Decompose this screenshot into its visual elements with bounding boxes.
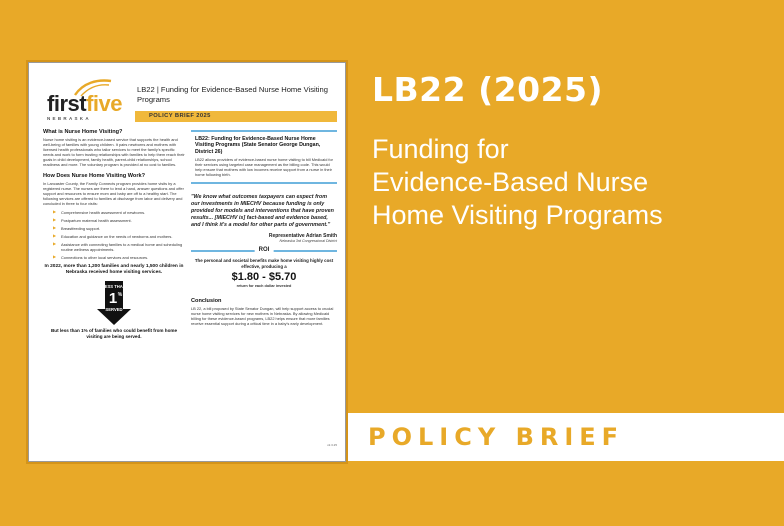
callout-body: LB22 allows providers of evidence-based nurse home visiting to bill Medicaid for their services using targeted case management as the billing code. This would help ensure that mothers with low incomes receive support from a nurse in their home following birth. — [195, 157, 333, 178]
arrow-big-number: 1 — [108, 290, 118, 307]
callout-title: LB22: Funding for Evidence-Based Nurse Home Visiting Programs (State Senator George Dungan, District 26) — [195, 136, 321, 155]
logo-first: first — [47, 91, 87, 116]
document-preview — [28, 62, 346, 462]
arrow-unit: % — [117, 292, 123, 298]
list-item: ▶ Postpartum maternal health assessment. — [53, 218, 185, 223]
services-list — [53, 210, 185, 260]
policy-brief-tag — [135, 111, 337, 122]
arrow-top-text: LESS THAN — [102, 284, 126, 289]
roi-box — [191, 247, 337, 289]
quote-author: Representative Adrian Smith — [268, 233, 337, 240]
list-item: ▶ Connections to other local services and resources. — [53, 255, 185, 260]
list-item: ▶ Comprehensive health assessment of newborns. — [53, 210, 185, 215]
subtitle-line: Home Visiting Programs — [372, 200, 663, 230]
roi-label: ROI — [255, 247, 274, 253]
stat-less-than-one-percent: But less than 1% of families who could benefit from home visiting are being served. — [50, 328, 178, 339]
logo-state: NEBRASKA — [47, 116, 91, 121]
roi-amount: $1.80 - $5.70 — [231, 271, 297, 284]
list-item: ▶ Assistance with connecting families to a medical home and scheduling routine wellness appointments. — [53, 242, 185, 252]
logo-wordmark — [47, 93, 137, 115]
section-text: Nurse home visiting is an evidence-based service that supports the health and well-being of families with young children. It pairs newborns and mothers with licensed health professionals who tailor services to meet the family's specific needs and work to form trusting relationships with families to help them reach their goals in child development, family health, parent-child relationships, school readiness and more. The voluntary program is provided at no cost to families. — [43, 137, 185, 167]
banner-label: POLICY BRIEF — [368, 423, 625, 451]
quote-author-role: Nebraska 3rd Congressional District — [279, 239, 337, 244]
tag-label: POLICY BRIEF 2025 — [149, 113, 211, 119]
section-text: LB 22, a bill proposed by State Senator Dungan, will help support access to crucial nurse home visiting services for new mothers in Nebraska. By allowing Medicaid billing for these evidence-based programs, LB22 helps ensure that more families receive essential support during a critical time in a baby's early development. — [191, 306, 334, 327]
bill-subtitle — [372, 133, 772, 232]
right-column — [191, 129, 337, 326]
bill-callout — [191, 130, 337, 184]
logo-five: five — [86, 91, 122, 116]
document-version: v2.3.25 — [327, 443, 337, 447]
bill-code: LB22 (2025) — [372, 70, 604, 109]
conclusion-section — [191, 298, 337, 326]
section-heading: What is Nurse Home Visiting? — [43, 129, 123, 135]
arrow-bottom-text: SERVED — [105, 307, 123, 312]
section-heading: How Does Nurse Home Visiting Work? — [43, 173, 146, 179]
roi-description: The personal and societal benefits make home visiting highly cost effective, producing a — [194, 258, 334, 269]
stat-families-served: In 2022, more than 1,200 families and nearly 1,500 children in Nebraska received home visiting services. — [44, 264, 184, 275]
subtitle-line: Funding for — [372, 134, 509, 164]
headline — [372, 70, 772, 232]
list-item: ▶ Education and guidance on the needs of newborns and mothers. — [53, 234, 185, 239]
document-title: LB22 | Funding for Evidence-Based Nurse Home Visiting Programs — [137, 85, 328, 104]
less-than-arrow — [43, 281, 185, 325]
left-column — [43, 129, 185, 340]
quote-text: "We know what outcomes taxpayers can expect from our investments in MIECHV because funding is only provided for models and interventions that have proven results... [MIECHV is] fact-based and evidence based, and I think it's a model for other parts of government." — [191, 194, 334, 229]
section-heading: Conclusion — [191, 298, 222, 305]
list-item: ▶ Breastfeeding support. — [53, 226, 185, 231]
down-arrow-icon — [97, 281, 131, 325]
policy-brief-banner — [340, 413, 784, 461]
roi-note: return for each dollar invested — [236, 284, 292, 289]
section-text: In Lancaster County, the Family Connects program provides home visits by a registered nurse. The nurses are there to lend a hand, answer questions and offer support and resources to ensure mom and baby are off to a healthy start. The following services are offered to families at discharge from labor and delivery and concluded in three to four visits: — [43, 181, 184, 206]
first-five-logo — [43, 75, 133, 121]
subtitle-line: Evidence-Based Nurse — [372, 167, 649, 197]
